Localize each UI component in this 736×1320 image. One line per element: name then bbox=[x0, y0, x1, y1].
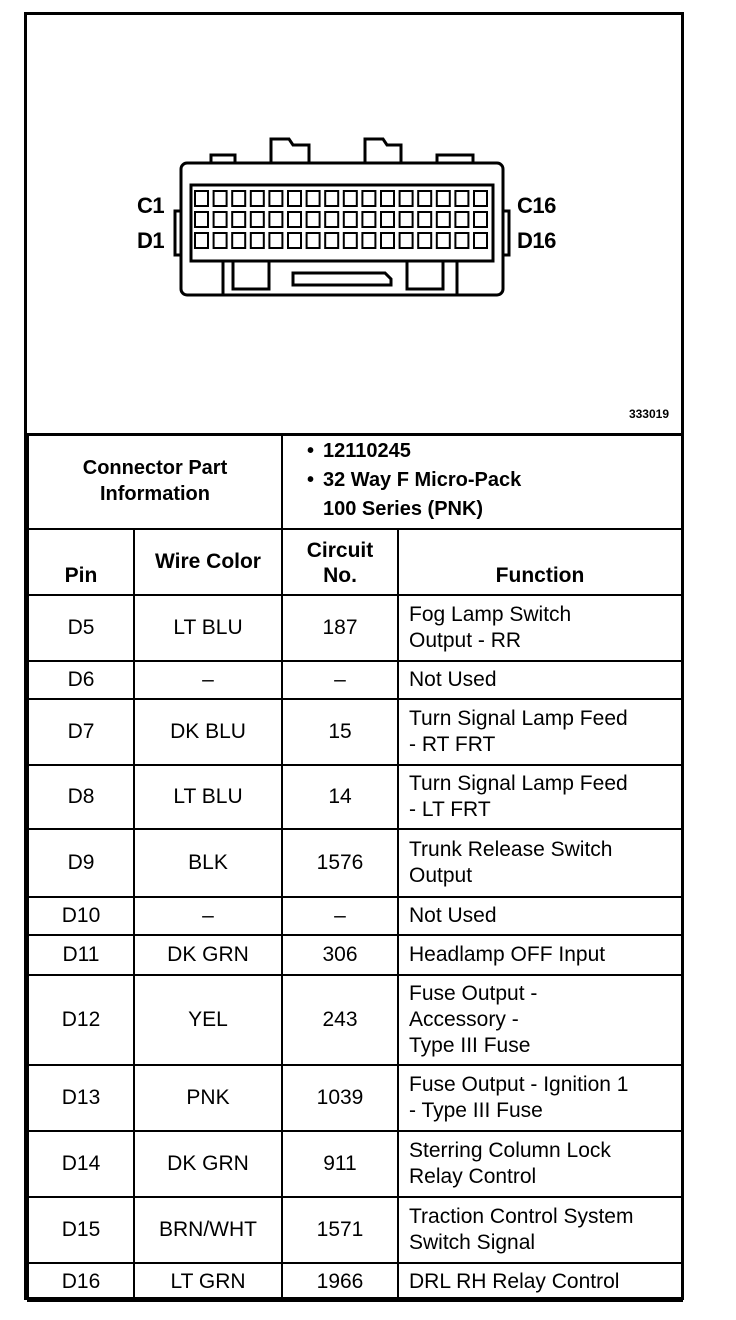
header-circuit bbox=[282, 529, 398, 595]
table-row bbox=[28, 975, 682, 1065]
wire-color-cell: DK BLU bbox=[134, 699, 282, 765]
connector-drawing bbox=[27, 15, 681, 433]
wire-color-cell: BLK bbox=[134, 829, 282, 897]
pin-cavity bbox=[381, 233, 394, 248]
pin-cavity bbox=[307, 212, 320, 227]
function-line: Accessory - bbox=[409, 1008, 519, 1031]
wire-color-cell: BRN/WHT bbox=[134, 1197, 282, 1263]
pin-cavity bbox=[251, 233, 264, 248]
pin-cavity bbox=[195, 233, 208, 248]
function-line: Traction Control System bbox=[409, 1205, 634, 1228]
pin-cavity bbox=[214, 191, 227, 206]
connector-info-row bbox=[28, 433, 682, 529]
pin-cell: D16 bbox=[28, 1263, 134, 1301]
pin-cavity bbox=[307, 233, 320, 248]
pin-cavity bbox=[325, 233, 338, 248]
part-description-line1: 32 Way F Micro-Pack bbox=[323, 469, 522, 491]
wire-color-cell: PNK bbox=[134, 1065, 282, 1131]
circuit-cell: 14 bbox=[282, 765, 398, 829]
table-row bbox=[28, 765, 682, 829]
function-line: Not Used bbox=[409, 668, 497, 691]
wire-color-cell: – bbox=[134, 661, 282, 699]
table-row bbox=[28, 1065, 682, 1131]
function-line: Switch Signal bbox=[409, 1231, 536, 1254]
wire-color-cell: DK GRN bbox=[134, 935, 282, 975]
pin-cavity bbox=[418, 212, 431, 227]
circuit-cell: 243 bbox=[282, 975, 398, 1065]
connector-figure bbox=[27, 15, 681, 436]
circuit-cell: 306 bbox=[282, 935, 398, 975]
pin-cavity bbox=[195, 212, 208, 227]
function-cell bbox=[398, 661, 682, 699]
pinout-table bbox=[27, 433, 683, 1302]
pin-cavity bbox=[362, 212, 375, 227]
pin-cavity bbox=[455, 212, 468, 227]
part-number: 12110245 bbox=[323, 440, 411, 462]
circuit-cell: 187 bbox=[282, 595, 398, 661]
function-line: Headlamp OFF Input bbox=[409, 943, 606, 966]
circuit-cell: 1966 bbox=[282, 1263, 398, 1301]
table-row bbox=[28, 595, 682, 661]
pin-cavity bbox=[400, 212, 413, 227]
pin-cavity bbox=[232, 212, 245, 227]
pin-cavity bbox=[325, 212, 338, 227]
pin-cell: D14 bbox=[28, 1131, 134, 1197]
table-row bbox=[28, 897, 682, 935]
pin-cell: D12 bbox=[28, 975, 134, 1065]
pin-cavity bbox=[437, 191, 450, 206]
pin-cell: D10 bbox=[28, 897, 134, 935]
wire-color-cell: – bbox=[134, 897, 282, 935]
pin-cavity bbox=[344, 191, 357, 206]
wire-color-cell: DK GRN bbox=[134, 1131, 282, 1197]
function-line: Turn Signal Lamp Feed bbox=[409, 707, 628, 730]
circuit-cell: 1571 bbox=[282, 1197, 398, 1263]
connector-info-label bbox=[28, 433, 282, 529]
function-line: - Type III Fuse bbox=[409, 1099, 543, 1122]
function-cell bbox=[398, 935, 682, 975]
pin-cavity bbox=[418, 191, 431, 206]
connector-info-details bbox=[282, 433, 682, 529]
function-line: - RT FRT bbox=[409, 733, 496, 756]
function-line: Type III Fuse bbox=[409, 1034, 531, 1057]
pin-cavity bbox=[437, 212, 450, 227]
function-cell bbox=[398, 595, 682, 661]
function-cell bbox=[398, 1263, 682, 1301]
table-body bbox=[28, 595, 682, 1301]
pin-cavity bbox=[474, 191, 487, 206]
function-line: Not Used bbox=[409, 904, 497, 927]
figure-id: 333019 bbox=[628, 407, 669, 421]
function-cell bbox=[398, 699, 682, 765]
header-function: Function bbox=[398, 529, 682, 595]
pin-cavity bbox=[455, 191, 468, 206]
table-row bbox=[28, 699, 682, 765]
function-line: Output bbox=[409, 864, 473, 887]
pin-cavity bbox=[400, 191, 413, 206]
function-line: Turn Signal Lamp Feed bbox=[409, 772, 628, 795]
circuit-cell: 1576 bbox=[282, 829, 398, 897]
pin-cavity bbox=[362, 191, 375, 206]
label-d16: D16 bbox=[517, 228, 556, 253]
function-cell bbox=[398, 1065, 682, 1131]
wire-color-cell: YEL bbox=[134, 975, 282, 1065]
table-row bbox=[28, 1197, 682, 1263]
pin-cavity bbox=[381, 191, 394, 206]
pin-cell: D11 bbox=[28, 935, 134, 975]
wire-color-cell: LT BLU bbox=[134, 595, 282, 661]
pin-cavity bbox=[307, 191, 320, 206]
function-line: Relay Control bbox=[409, 1165, 537, 1188]
pin-cavity bbox=[418, 233, 431, 248]
pin-cavity bbox=[232, 233, 245, 248]
pin-cavity bbox=[269, 212, 282, 227]
label-c1: C1 bbox=[137, 193, 165, 218]
header-circuit-line1: Circuit bbox=[306, 539, 374, 562]
circuit-cell: 15 bbox=[282, 699, 398, 765]
wire-color-cell: LT GRN bbox=[134, 1263, 282, 1301]
label-d1: D1 bbox=[137, 228, 165, 253]
circuit-cell: 911 bbox=[282, 1131, 398, 1197]
table-row bbox=[28, 1131, 682, 1197]
bullet-icon: • bbox=[307, 469, 315, 491]
connector-info-label-line1: Connector Part bbox=[82, 456, 228, 479]
pin-cavity bbox=[474, 212, 487, 227]
pin-cell: D8 bbox=[28, 765, 134, 829]
pin-cavity bbox=[269, 233, 282, 248]
pin-cavity bbox=[232, 191, 245, 206]
table-row bbox=[28, 935, 682, 975]
pin-cavity bbox=[214, 212, 227, 227]
pin-cavity bbox=[437, 233, 450, 248]
pin-cavity bbox=[251, 191, 264, 206]
function-cell bbox=[398, 1131, 682, 1197]
function-line: Trunk Release Switch bbox=[409, 838, 613, 861]
pin-cell: D9 bbox=[28, 829, 134, 897]
pin-cavity bbox=[288, 212, 301, 227]
table-row bbox=[28, 829, 682, 897]
function-line: - LT FRT bbox=[409, 798, 491, 821]
bullet-icon: • bbox=[307, 440, 315, 462]
pin-cavity bbox=[455, 233, 468, 248]
function-line: Fuse Output - Ignition 1 bbox=[409, 1073, 629, 1096]
pin-cavity bbox=[400, 233, 413, 248]
function-cell bbox=[398, 1197, 682, 1263]
wire-color-cell: LT BLU bbox=[134, 765, 282, 829]
pin-cavity bbox=[288, 233, 301, 248]
function-line: Output - RR bbox=[409, 629, 522, 652]
header-circuit-line2: No. bbox=[323, 564, 357, 587]
function-line: DRL RH Relay Control bbox=[409, 1270, 620, 1293]
pin-cavity bbox=[474, 233, 487, 248]
pin-cavity bbox=[251, 212, 264, 227]
pin-cavity bbox=[381, 212, 394, 227]
pin-cavity bbox=[195, 191, 208, 206]
pin-cavity bbox=[325, 191, 338, 206]
pin-cavity bbox=[269, 191, 282, 206]
pin-cell: D6 bbox=[28, 661, 134, 699]
pin-cavity bbox=[362, 233, 375, 248]
circuit-cell: – bbox=[282, 897, 398, 935]
pin-cell: D7 bbox=[28, 699, 134, 765]
function-cell bbox=[398, 975, 682, 1065]
header-pin: Pin bbox=[28, 529, 134, 595]
function-cell bbox=[398, 897, 682, 935]
pin-cavity bbox=[288, 191, 301, 206]
header-row bbox=[28, 529, 682, 595]
label-c16: C16 bbox=[517, 193, 556, 218]
pin-cavity bbox=[344, 212, 357, 227]
pin-cell: D13 bbox=[28, 1065, 134, 1131]
function-line: Sterring Column Lock bbox=[409, 1139, 611, 1162]
pin-cavity bbox=[214, 233, 227, 248]
function-line: Fuse Output - bbox=[409, 982, 538, 1005]
table-row bbox=[28, 661, 682, 699]
function-cell bbox=[398, 765, 682, 829]
header-wire-color: Wire Color bbox=[134, 529, 282, 595]
function-line: Fog Lamp Switch bbox=[409, 603, 572, 626]
pin-cavity bbox=[344, 233, 357, 248]
pin-cell: D5 bbox=[28, 595, 134, 661]
circuit-cell: – bbox=[282, 661, 398, 699]
part-description-line2: 100 Series (PNK) bbox=[323, 498, 484, 520]
function-cell bbox=[398, 829, 682, 897]
circuit-cell: 1039 bbox=[282, 1065, 398, 1131]
pin-cell: D15 bbox=[28, 1197, 134, 1263]
document-frame bbox=[24, 12, 684, 1300]
table-row bbox=[28, 1263, 682, 1301]
connector-info-label-line2: Information bbox=[100, 482, 210, 505]
